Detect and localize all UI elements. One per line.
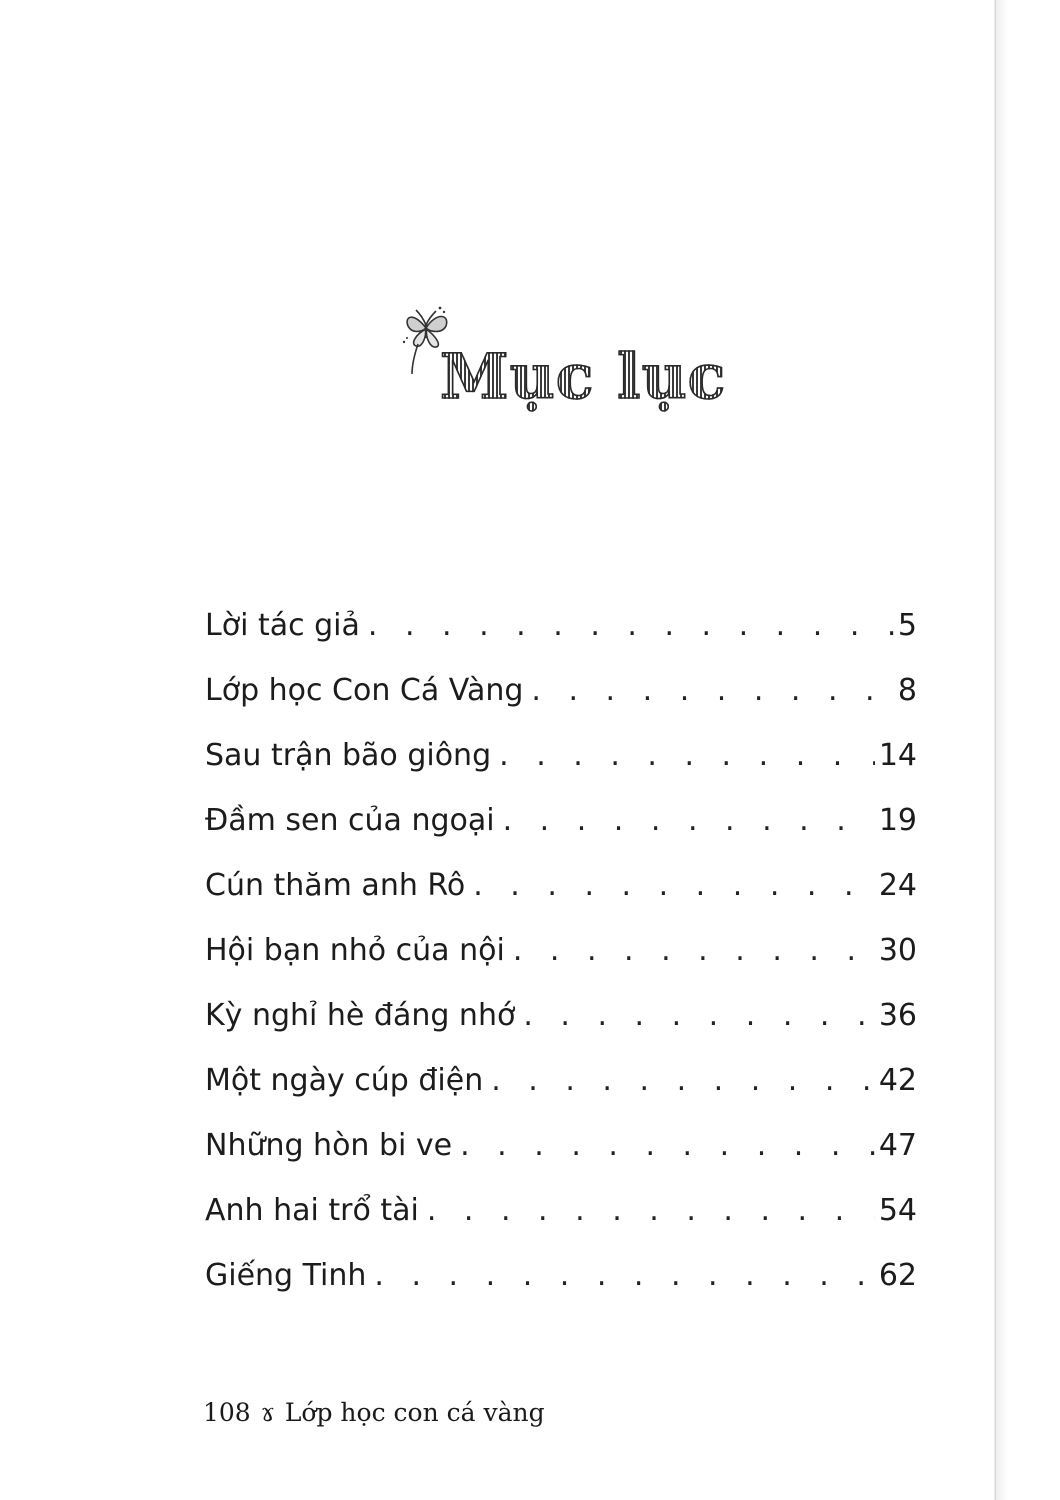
toc-heading (392, 298, 727, 428)
toc-dot-leader (499, 730, 875, 782)
footer-book-title: Lớp học con cá vàng (284, 1398, 545, 1427)
toc-entry-title: Một ngày cúp điện (205, 1063, 484, 1098)
toc-entry-title: Cún thăm anh Rô (205, 868, 466, 903)
table-of-contents (205, 600, 917, 1315)
toc-entry (205, 1120, 917, 1185)
toc-entry-title: Giếng Tinh (205, 1258, 367, 1293)
toc-entry (205, 925, 917, 990)
toc-dot-leader (427, 1185, 875, 1237)
toc-dot-leader (368, 600, 894, 652)
running-footer (203, 1398, 545, 1427)
toc-dot-leader (531, 665, 894, 717)
toc-entry (205, 600, 917, 665)
toc-entry-title: Lớp học Con Cá Vàng (205, 673, 524, 708)
toc-entry (205, 665, 917, 730)
toc-entry-page: 8 (897, 673, 917, 708)
toc-entry-title: Anh hai trổ tài (205, 1193, 419, 1228)
toc-entry (205, 1250, 917, 1315)
footer-separator: ɤ (260, 1398, 275, 1427)
toc-entry-page: 62 (878, 1258, 917, 1293)
toc-entry-title: Đầm sen của ngoại (205, 803, 495, 838)
toc-entry-page: 14 (878, 738, 917, 773)
toc-entry (205, 795, 917, 860)
footer-page-number: 108 (203, 1398, 251, 1427)
toc-entry (205, 1185, 917, 1250)
page-title: Mục lục (440, 340, 727, 413)
toc-dot-leader (473, 860, 875, 912)
toc-entry-page: 36 (878, 998, 917, 1033)
toc-entry (205, 1055, 917, 1120)
toc-entry-page: 42 (878, 1063, 917, 1098)
toc-entry-title: Sau trận bão giông (205, 738, 492, 773)
toc-entry-page: 5 (897, 608, 917, 643)
toc-dot-leader (460, 1120, 875, 1172)
toc-dot-leader (491, 1055, 875, 1107)
toc-entry-page: 54 (878, 1193, 917, 1228)
toc-entry-title: Hội bạn nhỏ của nội (205, 933, 505, 968)
toc-entry-page: 30 (878, 933, 917, 968)
toc-entry (205, 730, 917, 795)
toc-entry-title: Những hòn bi ve (205, 1128, 453, 1163)
toc-entry (205, 860, 917, 925)
toc-dot-leader (513, 925, 875, 977)
toc-dot-leader (503, 795, 875, 847)
toc-entry-title: Lời tác giả (205, 608, 360, 643)
toc-entry-page: 19 (878, 803, 917, 838)
toc-dot-leader (374, 1250, 874, 1302)
toc-entry-page: 24 (878, 868, 917, 903)
toc-dot-leader (523, 990, 875, 1042)
toc-entry (205, 990, 917, 1055)
page-edge-line (995, 0, 996, 1500)
toc-entry-page: 47 (878, 1128, 917, 1163)
page-edge-shadow (994, 0, 1008, 1500)
toc-entry-title: Kỳ nghỉ hè đáng nhớ (205, 998, 516, 1033)
